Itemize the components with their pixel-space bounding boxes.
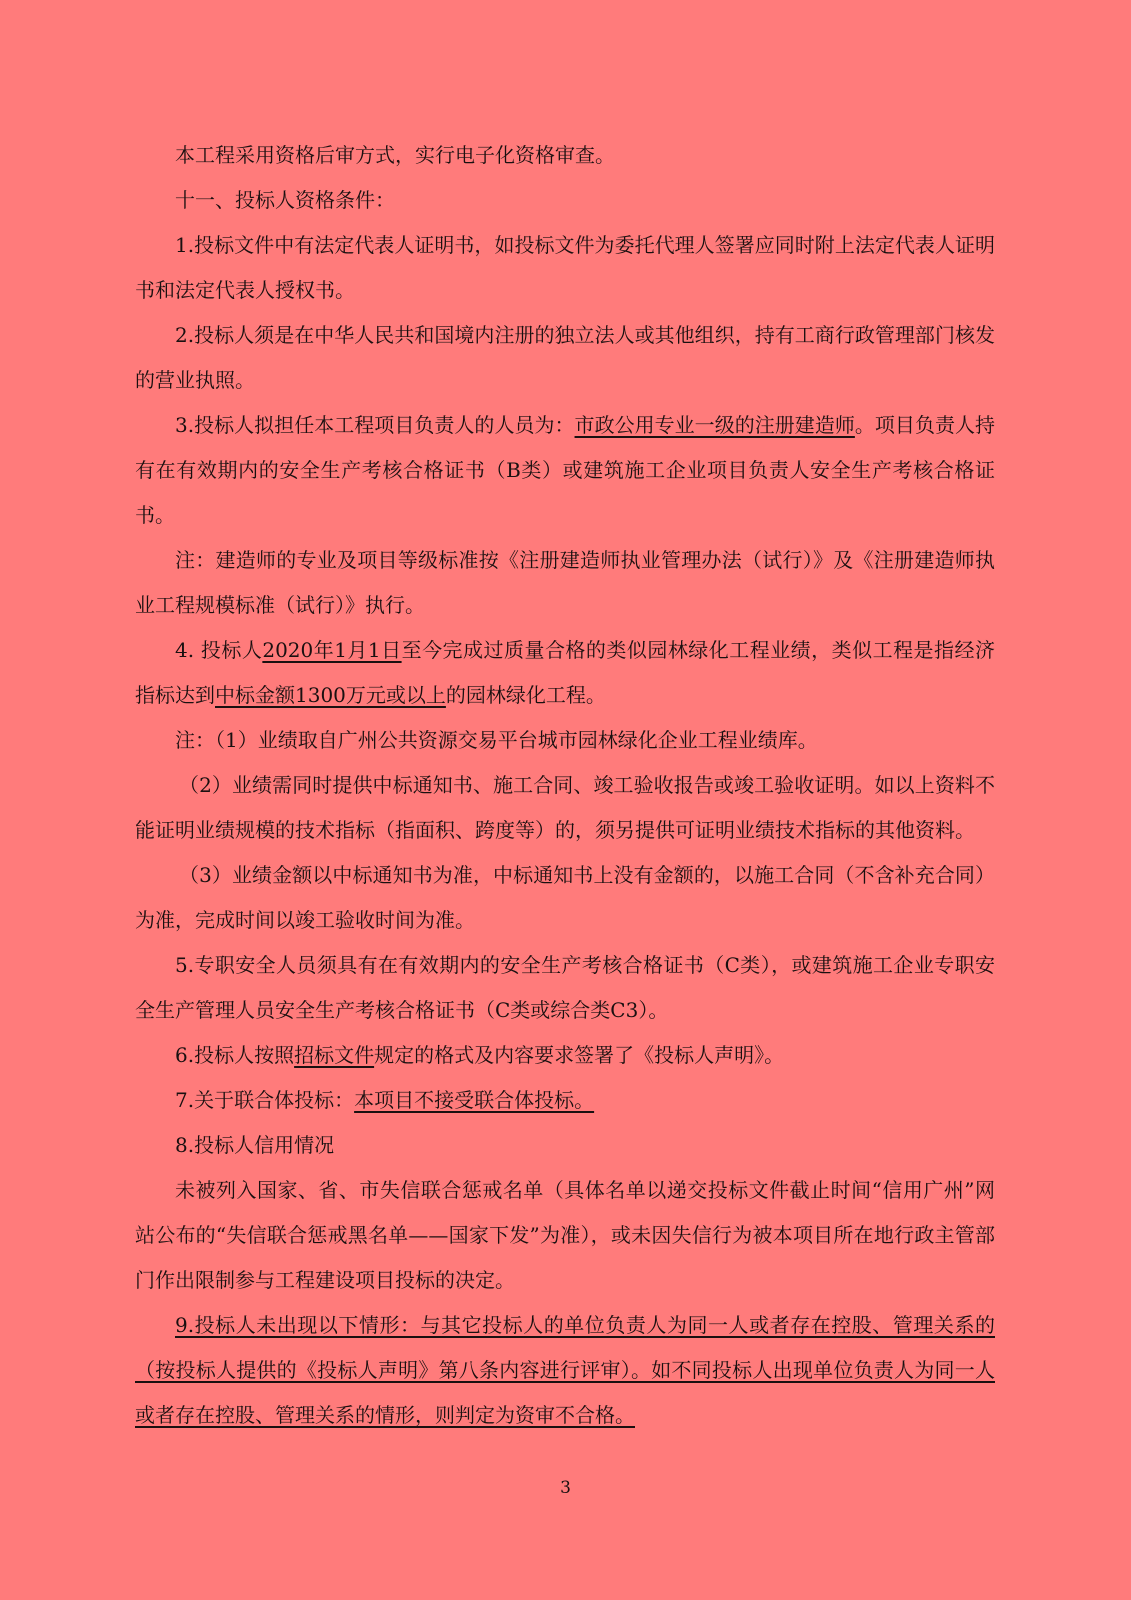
- item-6-text-a: 6.投标人按照: [175, 1043, 295, 1067]
- paragraph-item-1: 1.投标文件中有法定代表人证明书，如投标文件为委托代理人签署应同时附上法定代表人证明书和法定代表人授权书。: [135, 233, 995, 302]
- document-body: [135, 133, 995, 1438]
- paragraph-credit-condition: 未被列入国家、省、市失信联合惩戒名单（具体名单以递交投标文件截止时间“信用广州”网站公布的“失信联合惩戒黑名单——国家下发”为准），或未因失信行为被本项目所在地行政主管部门作出限制参与工程建设项目投标的决定。: [135, 1178, 995, 1292]
- item-4-text-a: 4. 投标人: [175, 638, 263, 662]
- paragraph-item-7: [135, 1078, 995, 1123]
- paragraph-review-method: 本工程采用资格后审方式，实行电子化资格审查。: [175, 143, 615, 167]
- item-6-text-b: 规定的格式及内容要求签署了《投标人声明》。: [374, 1043, 785, 1067]
- item-3-text-b: 。项目负责人持有在有效期内的安全生产考核合格证书（B类）或建筑施工企业项目负责人安全生产考核合格证书。: [135, 413, 996, 527]
- paragraph-item-3: [135, 403, 995, 538]
- paragraph-item-4: [135, 628, 995, 718]
- paragraph-note-2: （2）业绩需同时提供中标通知书、施工合同、竣工验收报告或竣工验收证明。如以上资料不能证明业绩规模的技术指标（指面积、跨度等）的，须另提供可证明业绩技术指标的其他资料。: [135, 773, 995, 842]
- page-number: 3: [560, 1478, 571, 1498]
- paragraph-item-5: 5.专职安全人员须具有在有效期内的安全生产考核合格证书（C类），或建筑施工企业专职安全生产管理人员安全生产考核合格证书（C类或综合类C3）。: [135, 953, 995, 1022]
- paragraph-item-8: 8.投标人信用情况: [175, 1133, 335, 1157]
- item-7-text-a: 7.关于联合体投标：: [175, 1088, 355, 1112]
- item-3-text-a: 3.投标人拟担任本工程项目负责人的人员为：: [175, 413, 575, 437]
- paragraph-note-1: 注：（1）业绩取自广州公共资源交易平台城市园林绿化企业工程业绩库。: [175, 728, 818, 752]
- item-4-text-b: 至今完成过质量合格的类似园林绿化工程业绩，类似工程是指经济指标达到: [135, 638, 995, 707]
- section-heading-qualification: 十一、投标人资格条件：: [175, 188, 395, 212]
- item-4-amount-underlined: 中标金额1300万元或以上: [215, 683, 446, 707]
- item-7-underlined: 本项目不接受联合体投标。: [354, 1088, 595, 1112]
- paragraph-item-2: 2.投标人须是在中华人民共和国境内注册的独立法人或其他组织，持有工商行政管理部门核发的营业执照。: [135, 323, 995, 392]
- item-4-date-underlined: 2020年1月1日: [262, 638, 402, 662]
- item-6-underlined: 招标文件: [294, 1043, 375, 1067]
- paragraph-note-constructor: 注：建造师的专业及项目等级标准按《注册建造师执业管理办法（试行）》及《注册建造师执业工程规模标准（试行）》执行。: [135, 548, 995, 617]
- paragraph-item-6: [135, 1033, 995, 1078]
- item-4-text-c: 的园林绿化工程。: [445, 683, 606, 707]
- item-3-underlined: 市政公用专业一级的注册建造师: [574, 413, 855, 437]
- paragraph-item-9: 9.投标人未出现以下情形：与其它投标人的单位负责人为同一人或者存在控股、管理关系的（按投标人提供的《投标人声明》第八条内容进行评审）。如不同投标人出现单位负责人为同一人或者存在控股、管理关系的情形，则判定为资审不合格。: [135, 1313, 995, 1427]
- paragraph-note-3: （3）业绩金额以中标通知书为准，中标通知书上没有金额的，以施工合同（不含补充合同）为准，完成时间以竣工验收时间为准。: [135, 863, 995, 932]
